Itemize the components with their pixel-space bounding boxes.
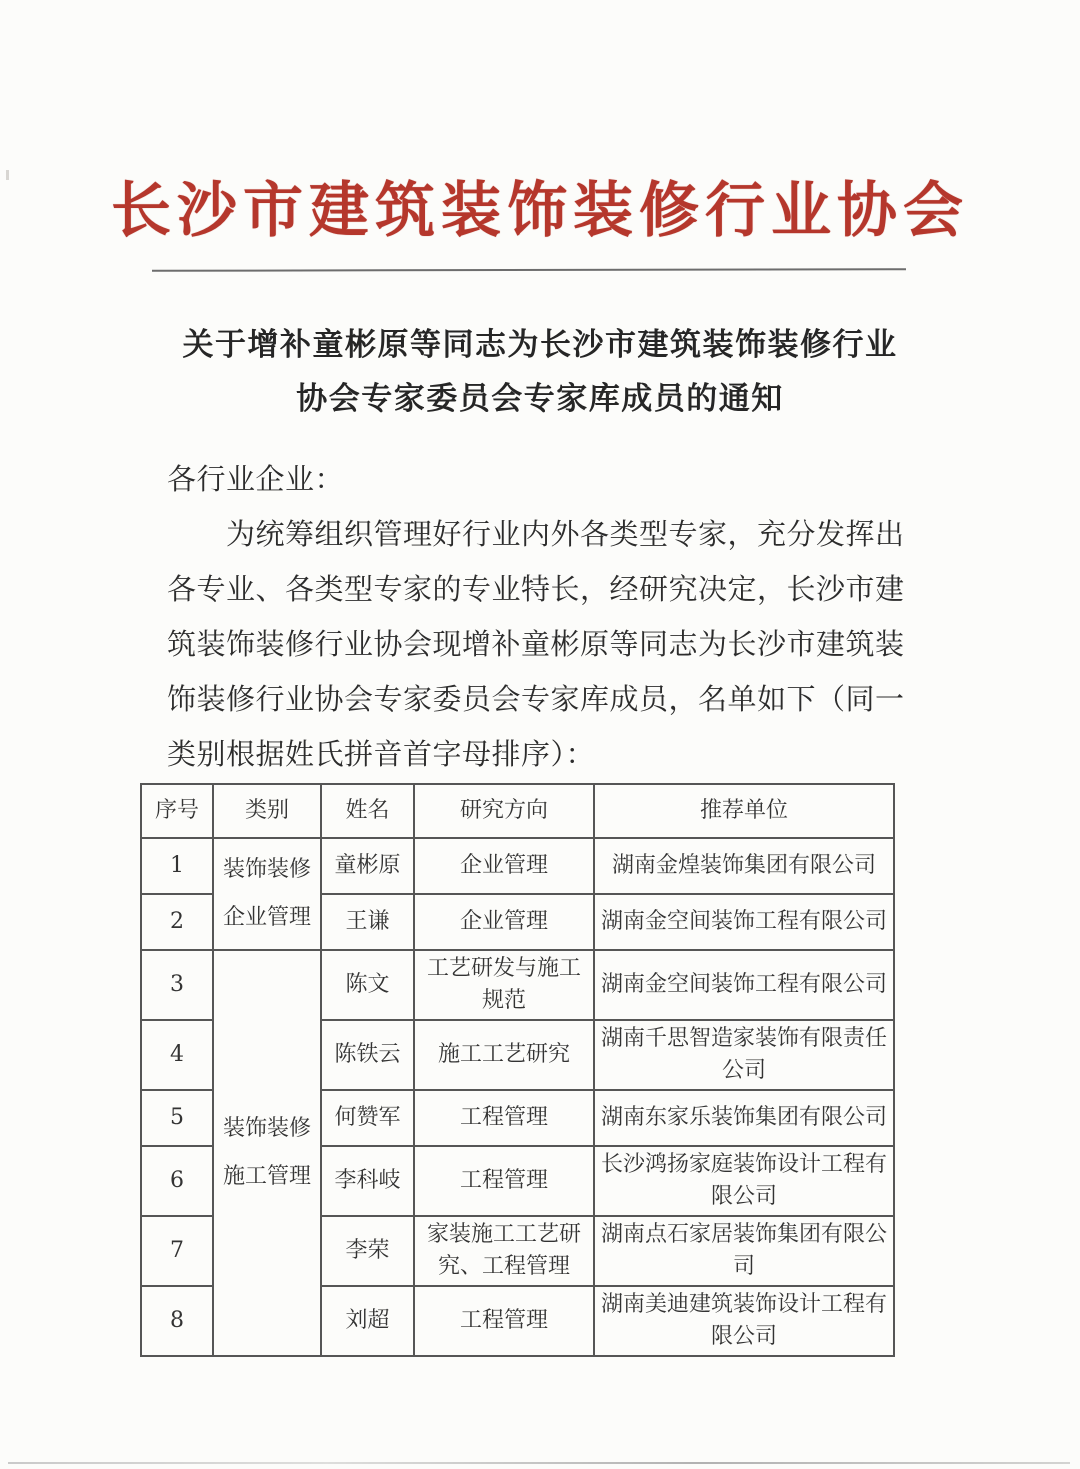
col-header-direction: 研究方向 bbox=[414, 784, 594, 838]
cell-category-enterprise-mgmt bbox=[213, 838, 321, 950]
cell-no: 6 bbox=[141, 1146, 213, 1216]
doc-title-line1: 关于增补童彬原等同志为长沙市建筑装饰装修行业 bbox=[182, 327, 898, 363]
cell-no: 1 bbox=[141, 838, 213, 894]
body-line: 筑装饰装修行业协会现增补童彬原等同志为长沙市建筑装 bbox=[167, 627, 905, 661]
cell-category-construction-mgmt bbox=[213, 950, 321, 1356]
cell-unit: 湖南金空间装饰工程有限公司 bbox=[594, 950, 894, 1020]
cell-unit: 湖南美迪建筑装饰设计工程有限公司 bbox=[594, 1286, 894, 1356]
cell-name: 陈铁云 bbox=[321, 1020, 414, 1090]
cell-name: 陈文 bbox=[321, 950, 414, 1020]
col-header-unit: 推荐单位 bbox=[594, 784, 894, 838]
body-line: 类别根据姓氏拼音首字母排序）： bbox=[167, 737, 596, 771]
doc-title bbox=[0, 318, 1080, 426]
body-text bbox=[167, 452, 912, 782]
cell-unit: 湖南千思智造家装饰有限责任公司 bbox=[594, 1020, 894, 1090]
col-header-no: 序号 bbox=[141, 784, 213, 838]
cell-direction: 家装施工工艺研究、工程管理 bbox=[414, 1216, 594, 1286]
cell-direction: 工艺研发与施工规范 bbox=[414, 950, 594, 1020]
cell-unit: 湖南金空间装饰工程有限公司 bbox=[594, 894, 894, 950]
cell-no: 3 bbox=[141, 950, 213, 1020]
cell-direction: 工程管理 bbox=[414, 1286, 594, 1356]
category-line: 装饰装修 bbox=[222, 1116, 311, 1141]
body-line: 各专业、各类型专家的专业特长，经研究决定，长沙市建 bbox=[167, 572, 905, 606]
cell-direction: 工程管理 bbox=[414, 1090, 594, 1146]
scan-smudge bbox=[6, 170, 9, 180]
cell-direction: 企业管理 bbox=[414, 894, 594, 950]
expert-table-wrap bbox=[140, 783, 895, 1357]
cell-no: 2 bbox=[141, 894, 213, 950]
cell-unit: 湖南金煌装饰集团有限公司 bbox=[594, 838, 894, 894]
letterhead-divider bbox=[152, 268, 906, 272]
table-row bbox=[141, 838, 894, 894]
category-line: 施工管理 bbox=[222, 1164, 311, 1189]
salutation: 各行业企业： bbox=[167, 462, 345, 496]
cell-no: 5 bbox=[141, 1090, 213, 1146]
cell-no: 8 bbox=[141, 1286, 213, 1356]
body-line: 饰装修行业协会专家委员会专家库成员，名单如下（同一 bbox=[167, 682, 905, 716]
cell-unit: 湖南点石家居装饰集团有限公司 bbox=[594, 1216, 894, 1286]
cell-name: 童彬原 bbox=[321, 838, 414, 894]
cell-unit: 湖南东家乐装饰集团有限公司 bbox=[594, 1090, 894, 1146]
expert-table bbox=[140, 783, 895, 1357]
cell-name: 刘超 bbox=[321, 1286, 414, 1356]
cell-name: 王谦 bbox=[321, 894, 414, 950]
cell-name: 李荣 bbox=[321, 1216, 414, 1286]
cell-no: 4 bbox=[141, 1020, 213, 1090]
table-row bbox=[141, 950, 894, 1020]
cell-direction: 企业管理 bbox=[414, 838, 594, 894]
page-edge-shadow bbox=[8, 1462, 1070, 1464]
cell-name: 李科岐 bbox=[321, 1146, 414, 1216]
cell-direction: 工程管理 bbox=[414, 1146, 594, 1216]
cell-unit: 长沙鸿扬家庭装饰设计工程有限公司 bbox=[594, 1146, 894, 1216]
org-letterhead-title: 长沙市建筑装饰装修行业协会 bbox=[111, 176, 969, 246]
col-header-name: 姓名 bbox=[321, 784, 414, 838]
cell-name: 何赞军 bbox=[321, 1090, 414, 1146]
category-line: 装饰装修 bbox=[222, 857, 311, 882]
cell-no: 7 bbox=[141, 1216, 213, 1286]
table-header-row bbox=[141, 784, 894, 838]
doc-title-line2: 协会专家委员会专家库成员的通知 bbox=[296, 381, 784, 417]
cell-direction: 施工工艺研究 bbox=[414, 1020, 594, 1090]
col-header-category: 类别 bbox=[213, 784, 321, 838]
body-line: 为统筹组织管理好行业内外各类型专家，充分发挥出 bbox=[226, 517, 905, 551]
category-line: 企业管理 bbox=[222, 905, 311, 930]
